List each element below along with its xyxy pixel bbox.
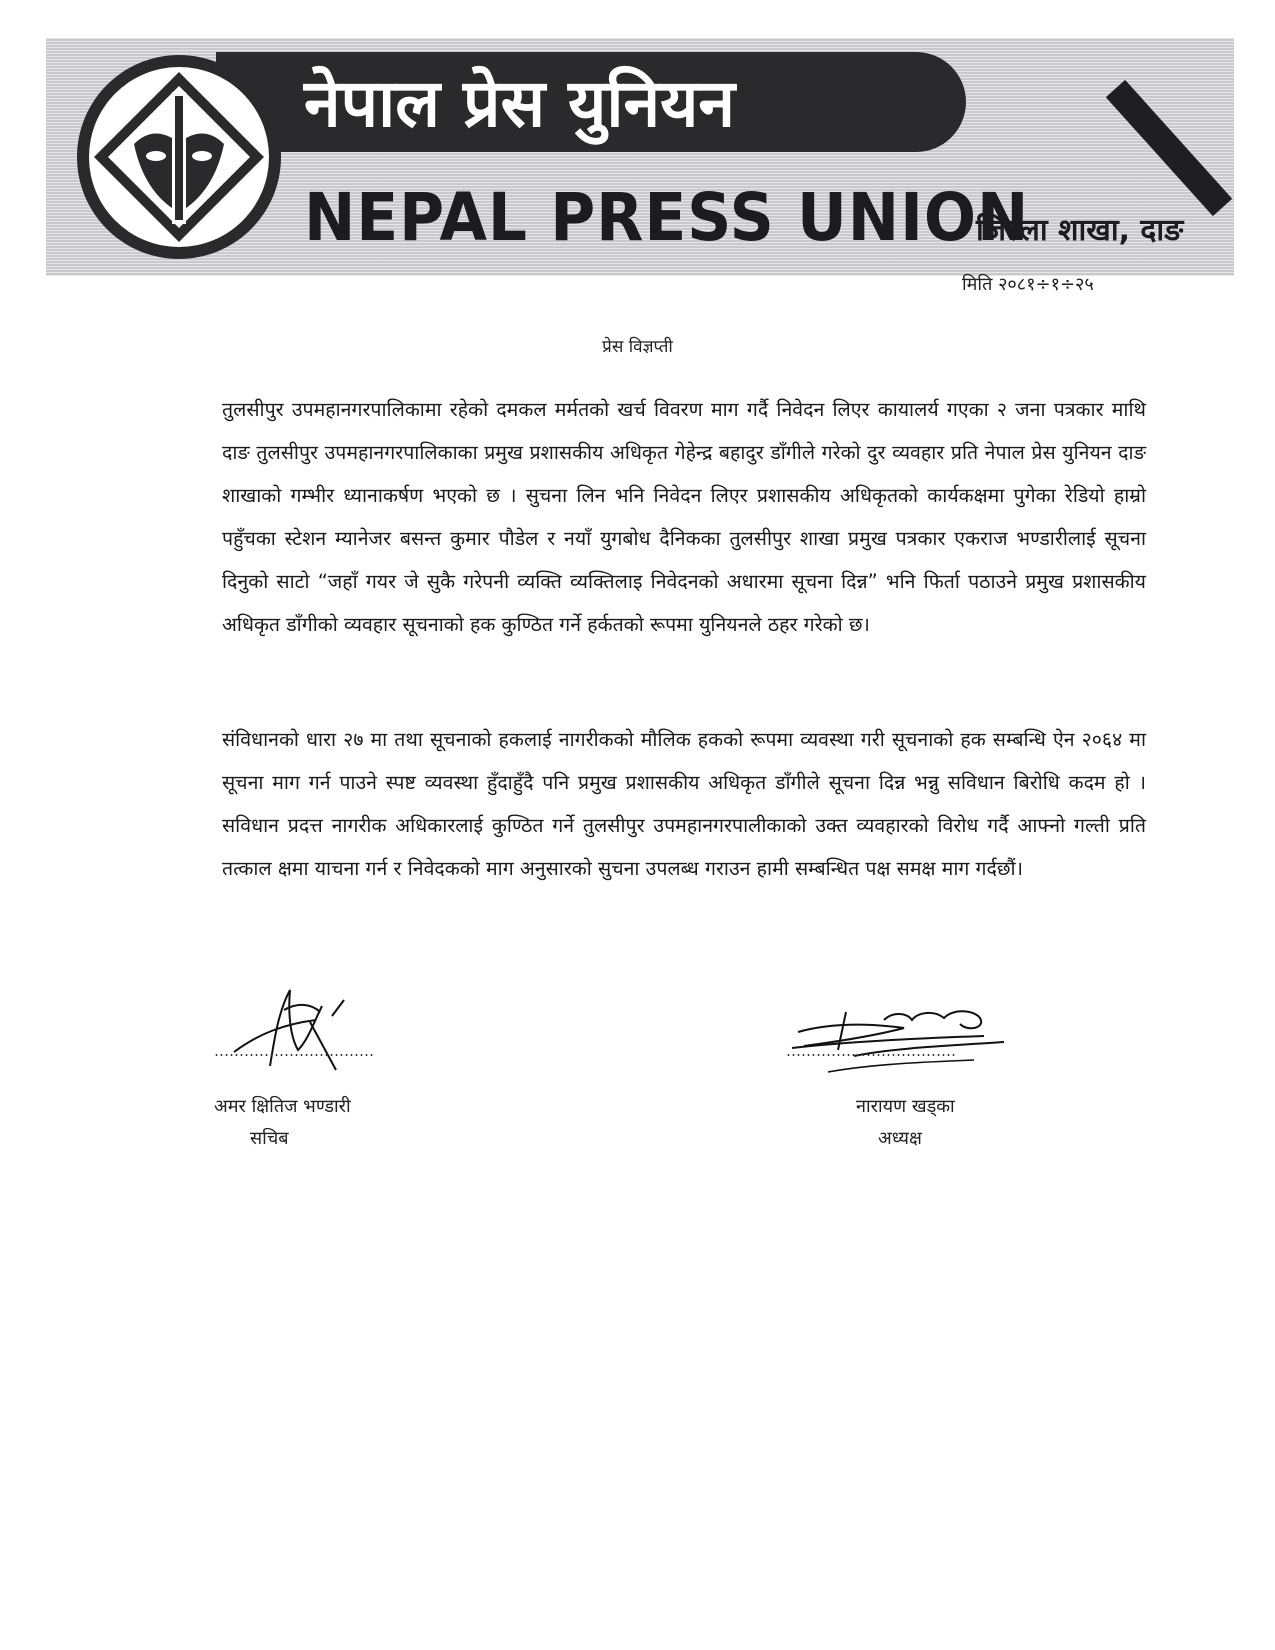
paragraph-1: तुलसीपुर उपमहानगरपालिकामा रहेको दमकल मर्मतको खर्च विवरण माग गर्दै निवेदन लिएर कायालर्य गएका २ जना पत्रकार माथि दाङ तुलसीपुर उपमहानगरपालिकाका प्रमुख प्रशासकीय अधिकृत गेहेन्द्र बहादुर डाँगीले गरेको दुर व्यवहार प्रति नेपाल प्रेस युनियन दाङ शाखाको गम्भीर ध्यानाकर्षण भएको छ । सुचना लिन भनि निवेदन लिएर प्रशासकीय अधिकृतको कार्यकक्षमा पुगेका रेडियो हाम्रो पहुँचका स्टेशन म्यानेजर बसन्त कुमार पौडेल र नयाँ युगबोध दैनिकका तुलसीपुर शाखा प्रमुख पत्रकार एकराज भण्डारीलाई सूचना दिनुको साटो “जहाँ गयर जे सुकै गरेपनी व्यक्ति व्यक्तिलाइ निवेदनको अधारमा सूचना दिन्न” भनि फिर्ता पठाउने प्रमुख प्रशासकीय अधिकृत डाँगीको व्यवहार सूचनाको हक कुण्ठित गर्ने हर्कतको रूपमा युनियनले ठहर गरेको छ। [222,398,1146,636]
president-name: नारायण खड्का [856,1096,955,1117]
press-union-emblem-icon [74,52,284,262]
secretary-signature-icon [228,982,358,1074]
org-name-nepali: नेपाल प्रेस युनियन [304,65,735,142]
secretary-name: अमर क्षितिज भण्डारी [214,1096,351,1117]
signature-line-left [214,1054,374,1056]
document-date: मिति २०८१÷१÷२५ [962,274,1094,295]
paragraph-2: संविधानको धारा २७ मा तथा सूचनाको हकलाई नागरीकको मौलिक हकको रूपमा व्यवस्था गरी सूचनाको हक सम्बन्धि ऐन २०६४ मा सूचना माग गर्न पाउने स्पष्ट व्यवस्था हुँदाहुँदै पनि प्रमुख प्रशासकीय अधिकृत डाँगीले सूचना दिन्न भन्नु सविधान बिरोधि कदम हो । सविधान प्रदत्त नागरीक अधिकारलाई कुण्ठित गर्ने तुलसीपुर उपमहानगरपालीकाको उक्त व्यवहारको विरोध गर्दै आफ्नो गल्ती प्रति तत्काल क्षमा याचना गर्न र निवेदकको माग अनुसारको सुचना उपलब्ध गराउन हामी सम्बन्धित पक्ष समक्ष माग गर्दछौं। [222,728,1146,880]
branch-name: जिल्ला शाखा, दाङ [976,213,1184,248]
letterhead [46,38,1234,276]
secretary-role: सचिब [250,1128,289,1149]
president-role: अध्यक्ष [878,1128,922,1149]
document-title: प्रेस विज्ञप्ती [602,337,673,357]
signature-line-right [786,1054,956,1056]
president-signature-icon [784,1002,1010,1076]
org-name-english: NEPAL PRESS UNION [304,179,1030,256]
corner-stripe [1106,80,1232,216]
